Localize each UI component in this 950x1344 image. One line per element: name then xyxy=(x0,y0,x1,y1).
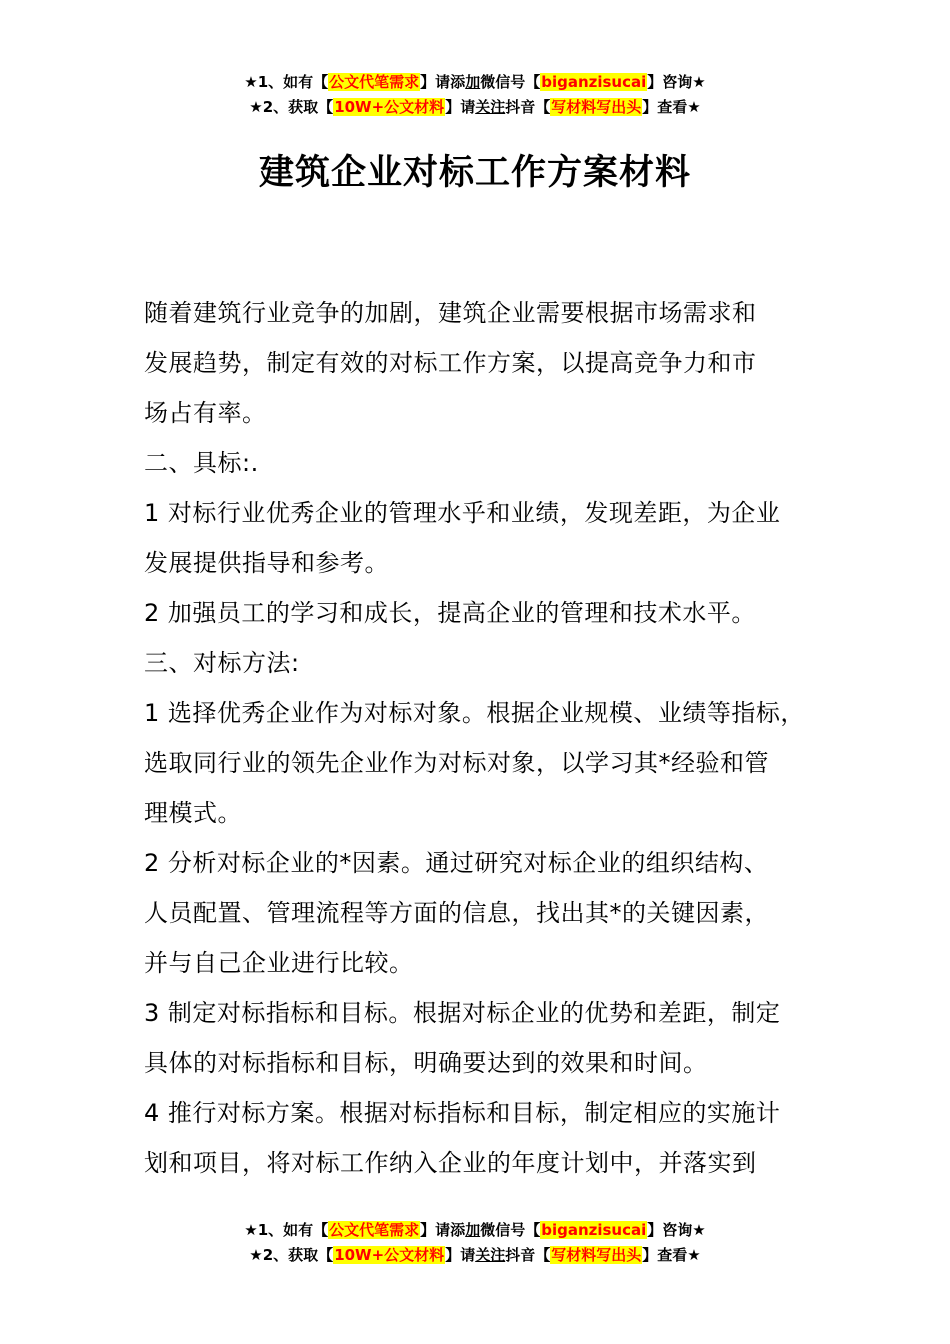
body-line: 4 推行对标方案。根据对标指标和目标，制定相应的实施计 xyxy=(144,1099,781,1127)
body-line: 具体的对标指标和目标，明确要达到的效果和时间。 xyxy=(144,1049,708,1077)
banner-underlined-text: 关注 xyxy=(475,1246,506,1264)
banner-text: 】请添 xyxy=(420,1221,466,1239)
body-line: 1 对标行业优秀企业的管理水乎和业绩，发现差距，为企业 xyxy=(144,499,781,527)
banner-text: 】咨询★ xyxy=(647,1221,706,1239)
banner-underlined-text: 加 xyxy=(465,73,481,91)
section-heading: 二、具标:. xyxy=(144,449,259,477)
body-line: 人员配置、管理流程等方面的信息，找出其*的关键因素， xyxy=(144,899,769,927)
banner-line-1 xyxy=(0,1218,950,1243)
body-line: 2 分析对标企业的*因素。通过研究对标企业的组织结构、 xyxy=(144,849,769,877)
banner-highlight-douyin: 写材料写出头 xyxy=(551,98,642,116)
banner-underlined-text: 加 xyxy=(465,1221,481,1239)
body-line: 发展趋势，制定有效的对标工作方案，以提高竞争力和市 xyxy=(144,349,757,377)
banner-highlight-wechat-id: biganzisucai xyxy=(541,73,647,91)
banner-line-2 xyxy=(0,95,950,120)
banner-line-2 xyxy=(0,1243,950,1268)
banner-text: ★2、获取【 xyxy=(249,98,334,116)
body-line: 随着建筑行业竞争的加剧，建筑企业需要根据市场需求和 xyxy=(144,299,757,327)
banner-text: 抖音【 xyxy=(505,98,551,116)
banner-line-1 xyxy=(0,70,950,95)
banner-text: 】查看★ xyxy=(642,1246,701,1264)
body-line: 3 制定对标指标和目标。根据对标企业的优势和差距，制定 xyxy=(144,999,781,1027)
body-line: 场占有率。 xyxy=(144,399,267,427)
banner-highlight-douyin: 写材料写出头 xyxy=(551,1246,642,1264)
banner-text: ★2、获取【 xyxy=(249,1246,334,1264)
banner-highlight-wechat-id: biganzisucai xyxy=(541,1221,647,1239)
banner-text: 】请 xyxy=(445,1246,476,1264)
banner-underlined-text: 关注 xyxy=(475,98,506,116)
banner-text: ★1、如有【 xyxy=(244,1221,329,1239)
banner-text: 】查看★ xyxy=(642,98,701,116)
banner-text: 】请添 xyxy=(420,73,466,91)
document-title: 建筑企业对标工作方案材料 xyxy=(258,153,691,193)
banner-text: ★1、如有【 xyxy=(244,73,329,91)
banner-text: 】咨询★ xyxy=(647,73,706,91)
banner-text: 微信号【 xyxy=(480,1221,541,1239)
banner-highlight: 公文代笔需求 xyxy=(329,73,420,91)
section-heading: 三、对标方法: xyxy=(144,649,300,677)
footer-banner xyxy=(0,1218,950,1268)
body-line: 并与自己企业进行比较。 xyxy=(144,949,414,977)
body-line: 发展提供指导和参考。 xyxy=(144,549,389,577)
banner-text: 微信号【 xyxy=(480,73,541,91)
document-body xyxy=(144,288,824,1188)
body-line: 选取同行业的领先企业作为对标对象，以学习其*经验和管 xyxy=(144,749,769,777)
body-line: 理模式。 xyxy=(144,799,242,827)
body-line: 2 加强员工的学习和成长，提高企业的管理和技术水平。 xyxy=(144,599,756,627)
banner-text: 抖音【 xyxy=(505,1246,551,1264)
body-line: 划和项目，将对标工作纳入企业的年度计划中，并落实到 xyxy=(144,1149,757,1177)
header-banner xyxy=(0,70,950,120)
banner-text: 】请 xyxy=(445,98,476,116)
banner-highlight: 10W+公文材料 xyxy=(334,1246,445,1264)
body-line: 1 选择优秀企业作为对标对象。根据企业规模、业绩等指标， xyxy=(144,699,805,727)
banner-highlight: 公文代笔需求 xyxy=(329,1221,420,1239)
banner-highlight: 10W+公文材料 xyxy=(334,98,445,116)
